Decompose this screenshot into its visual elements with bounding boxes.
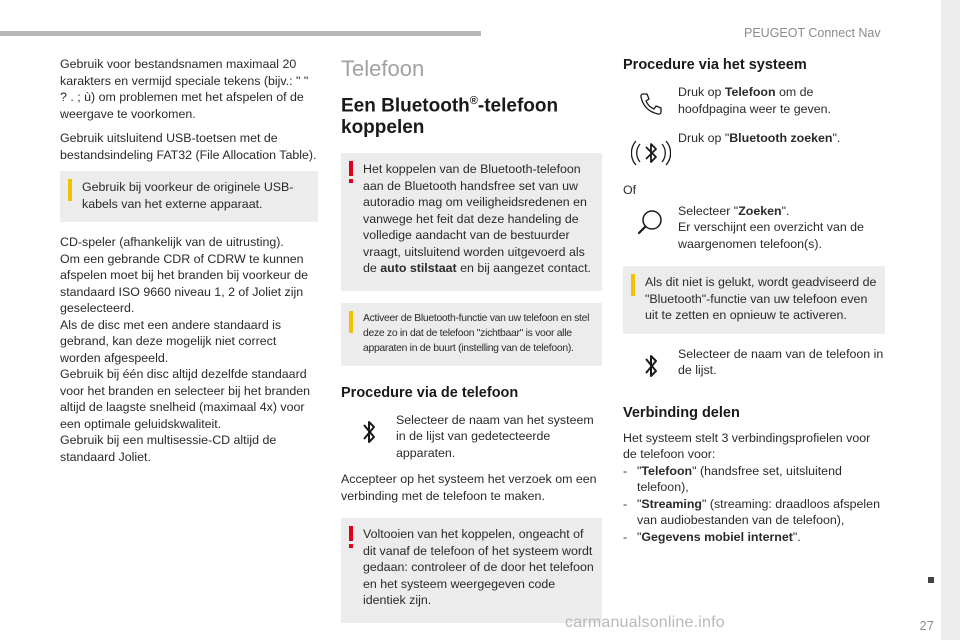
step3-text-line2: Er verschijnt een overzicht van de waargenomen telefoon(s). (678, 220, 864, 251)
step-select-system-text: Selecteer de naam van het systeem in de lijst van gedetecteerde apparaten. (396, 412, 594, 460)
phone-handset-icon (623, 84, 678, 124)
page-number: 27 (919, 617, 934, 633)
warning-box-safety (341, 153, 602, 291)
list-item-rest: " (streaming: draadloos afspelen van audiobestanden van de telefoon), (637, 496, 880, 527)
continuation-marker (928, 577, 934, 583)
warning-box-code (341, 518, 602, 623)
paragraph-multisession: Gebruik bij een multisessie-CD altijd de standaard Joliet. (60, 433, 277, 464)
list-item-bold: Gegevens mobiel internet (641, 529, 793, 544)
paragraph-single-disc: Gebruik bij één disc altijd dezelfde standaard voor het branden en selecteer bij het branden altijd de laagste snelheid (maximaal 4x) voor een optimale geluidskwaliteit. (60, 367, 311, 431)
list-quote: " (637, 496, 642, 511)
bluetooth-icon (623, 346, 678, 386)
step-press-phone-text (678, 84, 885, 117)
heading-procedure-phone: Procedure via de telefoon (341, 384, 519, 401)
warning-marker-icon (348, 526, 354, 548)
step2-text-bold: Bluetooth zoeken (729, 131, 833, 145)
top-rule (0, 31, 481, 36)
warning-text-b: en bij aangezet contact. (456, 261, 591, 276)
step-select-system (341, 412, 602, 462)
page-header-title: PEUGEOT Connect Nav (744, 26, 881, 40)
paragraph-or: Of (623, 183, 637, 197)
bluetooth-search-icon (623, 130, 678, 176)
info-marker-icon (348, 311, 354, 333)
list-item-bold: Telefoon (641, 463, 693, 478)
step-select-search (623, 203, 885, 253)
warning-text-code: Voltooien van het koppelen, ongeacht of dit vanaf de telefoon of het systeem wordt gedaan: controleer of de door het telefoon en het systeem weergegeven code identiek zijn. (363, 527, 594, 608)
info-box-retry-bluetooth (623, 266, 885, 334)
list-dash: - (623, 529, 628, 544)
bluetooth-icon (341, 412, 396, 452)
step-press-phone (623, 84, 885, 124)
warning-marker-icon (348, 161, 354, 183)
info-text-activate-bluetooth: Activeer de Bluetooth-functie van uw telefoon en stel deze zo in dat de telefoon "zichtbaar" is voor alle apparaten in de buurt (instelling van de telefoon). (363, 312, 590, 354)
info-box-activate-bluetooth (341, 303, 602, 366)
section-title: Telefoon (341, 56, 425, 81)
step1-text-a: Druk op (678, 85, 725, 99)
paragraph-filenames: Gebruik voor bestandsnamen maximaal 20 karakters en vermijd speciale tekens (bijv.: " " ? . ; ù) om problemen met het afspelen of de weergave te voorkomen. (60, 57, 309, 121)
info-marker-icon (67, 179, 73, 201)
column-left (60, 56, 318, 465)
paragraph-cdr: Om een gebrande CDR of CDRW te kunnen afspelen moet bij het branden bij voorkeur de standaard ISO 9660 niveau 1, 2 of Joliet zijn geselecteerd. (60, 251, 308, 315)
list-item (623, 529, 885, 546)
magnifier-icon (623, 203, 678, 243)
step3-text-bold: Zoeken (738, 203, 782, 218)
warning-text-a: Het koppelen van de Bluetooth-telefoon aan de Bluetooth handsfree set van uw autoradio mag om veiligheidsredenen en vanwege het feit dat deze handeling de volledige aandacht van de bestuurder vraagt, uitsluitend worden uitgevoerd als de (363, 162, 587, 276)
list-item-text (637, 496, 885, 529)
list-dash: - (623, 463, 628, 478)
list-item-rest: ". (792, 529, 801, 544)
paragraph-cd-player: CD-speler (afhankelijk van de uitrusting). (60, 235, 284, 249)
info-text-retry-bluetooth: Als dit niet is gelukt, wordt geadviseerd de "Bluetooth"-functie van uw telefoon even uit te zetten en opnieuw te activeren. (645, 275, 877, 322)
step-bluetooth-search (623, 130, 885, 176)
step2-text-a: Druk op " (678, 131, 730, 145)
heading-connection-sharing: Verbinding delen (623, 404, 740, 421)
list-item-text (637, 463, 885, 496)
step2-text-b: ". (832, 131, 841, 145)
step3-text-a: Selecteer " (678, 203, 739, 218)
heading-pair-bluetooth (341, 90, 602, 139)
step-select-phone-name-text: Selecteer de naam van de telefoon in de lijst. (678, 346, 884, 377)
paragraph-accept-request: Accepteer op het systeem het verzoek om een verbinding met de telefoon te maken. (341, 472, 597, 503)
step-select-phone-name (623, 346, 885, 386)
registered-mark: ® (469, 95, 478, 107)
list-quote: " (637, 463, 642, 478)
warning-text-bold: auto stilstaat (380, 261, 457, 276)
step1-text-b: om de hoofdpagina weer te geven. (678, 85, 831, 116)
paragraph-fat32: Gebruik uitsluitend USB-toetsen met de bestandsindeling FAT32 (File Allocation Table). (60, 131, 317, 162)
step-select-search-text (678, 203, 885, 253)
paragraph-profiles: Het systeem stelt 3 verbindingsprofielen voor de telefoon voor: (623, 430, 871, 461)
list-item-text (637, 529, 801, 546)
list-item-bold: Streaming (641, 496, 702, 511)
step1-text-bold: Telefoon (724, 85, 776, 99)
list-item (623, 463, 885, 496)
list-quote: " (637, 529, 642, 544)
watermark-text: carmanualsonline.info (565, 614, 725, 631)
info-marker-icon (630, 274, 636, 296)
list-item-rest: " (handsfree set, uitsluitend telefoon), (637, 463, 842, 494)
info-box-usb-cables (60, 171, 318, 222)
heading-procedure-system: Procedure via het systeem (623, 57, 807, 73)
list-dash: - (623, 496, 628, 511)
heading-part-1: Een Bluetooth (341, 95, 470, 117)
column-middle (341, 56, 602, 623)
page-edge-stripe (941, 0, 960, 640)
info-text-usb-cables: Gebruik bij voorkeur de originele USB-kabels van het externe apparaat. (82, 180, 294, 211)
column-right (623, 56, 885, 545)
heading-part-2: -telefoon koppelen (341, 95, 559, 139)
list-item (623, 496, 885, 529)
step3-text-b: ". (781, 203, 790, 218)
paragraph-other-standard: Als de disc met een andere standaard is gebrand, kan deze mogelijk niet correct worden afgespeeld. (60, 317, 282, 365)
step-bluetooth-search-text (678, 130, 885, 147)
